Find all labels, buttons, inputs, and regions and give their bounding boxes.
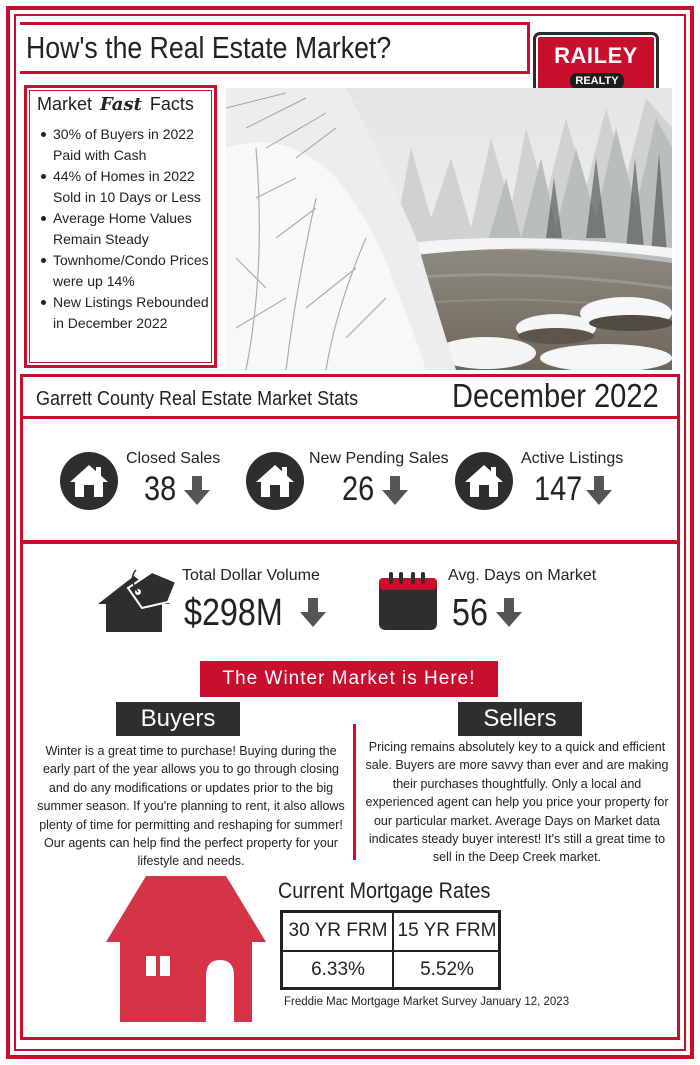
facts-title-left: Market xyxy=(37,94,93,114)
calendar-icon xyxy=(377,570,439,632)
sellers-heading: Sellers xyxy=(458,702,582,736)
rate-30yr-value: 6.33% xyxy=(311,959,365,980)
active-listings-label: Active Listings xyxy=(521,450,624,467)
rate-30yr-label: 30 YR FRM xyxy=(288,920,388,941)
days-on-market-value: 56 xyxy=(452,592,488,634)
facts-title-right: Facts xyxy=(149,94,194,114)
table-horizontal-rule xyxy=(283,950,498,952)
fact-item: 30% of Buyers in 2022 Paid with Cash xyxy=(39,124,215,166)
price-tag-house-icon xyxy=(98,568,178,634)
fact-item: 44% of Homes in 2022 Sold in 10 Days or Less xyxy=(39,166,215,208)
days-on-market-label: Avg. Days on Market xyxy=(448,567,597,584)
closed-sales-label: Closed Sales xyxy=(126,450,221,467)
logo-name: RAILEY xyxy=(554,43,638,68)
fast-facts-panel xyxy=(24,85,217,368)
house-icon xyxy=(60,452,118,510)
sellers-text: Pricing remains absolutely key to a quick and efficient sale. Buyers are more savvy than ever and are making their purchases thoughtfully. Only a local and experienced agent can help you price your property for our particular market. Average Days on Market data indicates steady buyer interest! It's still a great time to sell in the Deep Creek market. xyxy=(365,740,669,865)
dollar-volume-label: Total Dollar Volume xyxy=(182,567,320,584)
house-icon xyxy=(455,452,513,510)
mortgage-rates-table xyxy=(280,910,501,990)
fact-item: Townhome/Condo Prices were up 14% xyxy=(39,250,215,292)
active-listings-value: 147 xyxy=(534,470,583,508)
house-icon xyxy=(246,452,304,510)
pending-sales-label: New Pending Sales xyxy=(309,450,449,467)
closed-sales-value: 38 xyxy=(144,470,177,508)
mortgage-rates-title: Current Mortgage Rates xyxy=(278,878,491,903)
page-title: How's the Real Estate Market? xyxy=(26,30,392,65)
logo-subtitle: REALTY xyxy=(570,73,624,89)
fact-item: Average Home Values Remain Steady xyxy=(39,208,215,250)
pending-sales-value: 26 xyxy=(342,470,375,508)
down-arrow-icon xyxy=(584,476,614,506)
rate-source-note: Freddie Mac Mortgage Market Survey January 12, 2023 xyxy=(284,996,570,1008)
snowy-river-photo xyxy=(226,88,672,370)
stats-header-divider xyxy=(20,416,680,419)
down-arrow-icon xyxy=(182,476,212,506)
facts-title-fast: Fast xyxy=(100,94,142,115)
stats-title: Garrett County Real Estate Market Stats xyxy=(36,388,359,410)
red-house-icon xyxy=(102,872,268,1022)
column-divider xyxy=(353,724,356,860)
fact-item: New Listings Rebounded in December 2022 xyxy=(39,292,215,334)
rate-15yr-value: 5.52% xyxy=(420,959,474,980)
buyers-heading: Buyers xyxy=(116,702,240,736)
down-arrow-icon xyxy=(494,598,524,628)
stats-month: December 2022 xyxy=(452,377,659,414)
rate-15yr-label: 15 YR FRM xyxy=(397,920,497,941)
fast-facts-list xyxy=(39,124,215,334)
fast-facts-title xyxy=(37,94,194,115)
buyers-text: Winter is a great time to purchase! Buying during the early part of the year allows you to go through closing and do any modifications or updates prior to the big summer season. If you're planning to rent, it also allows plenty of time for permitting and reshaping for summer! Our agents can help find the perfect property for your lifestyle and needs. xyxy=(37,744,345,869)
down-arrow-icon xyxy=(298,598,328,628)
stats-row-divider xyxy=(20,540,680,544)
dollar-volume-value: $298M xyxy=(184,592,283,634)
down-arrow-icon xyxy=(380,476,410,506)
winter-market-banner: The Winter Market is Here! xyxy=(200,661,498,697)
